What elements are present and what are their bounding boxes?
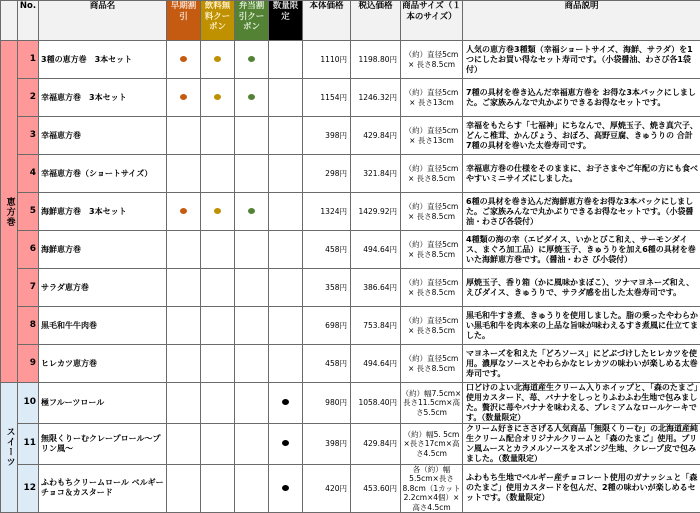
header-no: No. xyxy=(18,1,39,41)
product-description: 幸福をもたらす「七福神」にちなんで、厚焼玉子、焼き真穴子、どんこ椎茸、かんぴょう、おぼろ、高野豆腐、きゅうりの 合計7種の具材を巻いた太巻寿司です。 xyxy=(463,117,700,155)
table-row xyxy=(1,424,700,465)
limited-dot-icon xyxy=(282,485,289,491)
product-name: ヒレカツ恵方巻 xyxy=(39,345,167,383)
table-row xyxy=(1,231,700,269)
product-name: ふわもちクリームロール ベルギーチョコ＆カスタード xyxy=(39,465,167,513)
product-name: 幸福恵方巻（ショートサイズ） xyxy=(39,155,167,193)
drink-cell xyxy=(201,41,235,79)
product-size: （約）直径5cm × 長さ8.5cm xyxy=(401,269,463,307)
product-size: （約）幅5. 5cm ×長さ17cm×高さ4.5cm xyxy=(401,424,463,465)
product-size: （約）直径5cm × 長さ13cm xyxy=(401,117,463,155)
limited-cell xyxy=(269,117,303,155)
drink-coupon-dot-icon xyxy=(214,208,221,214)
bento-cell xyxy=(235,231,269,269)
tax-price: 1429.92円 xyxy=(351,193,401,231)
header-size: 商品サイズ（１本のサイズ） xyxy=(401,1,463,41)
limited-cell xyxy=(269,79,303,117)
early-discount-dot-icon xyxy=(180,94,187,100)
header-row xyxy=(1,1,700,41)
product-description: 人気の恵方巻3種類（幸福ショートサイズ、海鮮、サラダ）を1つにしたお買い得なセット寿司です。（小袋醤油、わさび各1袋付） xyxy=(463,41,700,79)
product-size: （約）直径5cm × 長さ8.5cm xyxy=(401,345,463,383)
table-row xyxy=(1,465,700,513)
table-row xyxy=(1,345,700,383)
product-description: 厚焼玉子、香り箱（かに風味かまぼこ）、ツナマヨネーズ和え、えびダイス、きゅうりで、サラダ感を出した太巻寿司です。 xyxy=(463,269,700,307)
drink-cell xyxy=(201,155,235,193)
early-cell xyxy=(167,117,201,155)
bento-cell xyxy=(235,79,269,117)
tax-price: 1198.80円 xyxy=(351,41,401,79)
tax-price: 1246.32円 xyxy=(351,79,401,117)
bento-cell xyxy=(235,465,269,513)
bento-cell xyxy=(235,193,269,231)
early-cell xyxy=(167,155,201,193)
base-price: 420円 xyxy=(303,465,351,513)
row-number: 2 xyxy=(18,79,39,117)
header-base-price: 本体価格 xyxy=(303,1,351,41)
drink-cell xyxy=(201,193,235,231)
limited-dot-icon xyxy=(282,440,289,446)
drink-coupon-dot-icon xyxy=(214,94,221,100)
bento-coupon-dot-icon xyxy=(248,94,255,100)
product-description: クリーム好きにささげる人気商品「無限くりーむ」の北海道産純生クリーム配合オリジナルクリームと「森のたまご」使用。プリン風ムースとカラメルソースをスポンジ生地、クレープ皮で包みました。（数量限定） xyxy=(463,424,700,465)
product-description: ふわもち生地でベルギー産チョコレート使用のガナッシュと「森のたまご」使用カスタードを包んだ、2種の味わいが楽しめるセットです。（数量限定） xyxy=(463,465,700,513)
base-price: 458円 xyxy=(303,345,351,383)
limited-cell xyxy=(269,269,303,307)
early-cell xyxy=(167,41,201,79)
header-limited: 数量限定 xyxy=(269,1,303,41)
header-name: 商品名 xyxy=(39,1,167,41)
drink-cell xyxy=(201,345,235,383)
product-name: 幸福恵方巻 xyxy=(39,117,167,155)
row-number: 9 xyxy=(18,345,39,383)
bento-cell xyxy=(235,41,269,79)
row-number: 4 xyxy=(18,155,39,193)
tax-price: 1058.40円 xyxy=(351,383,401,424)
product-size: 各（約）幅5.5cm×長さ8.8cm（1カット2.2cm×4個）×高さ4.5cm xyxy=(401,465,463,513)
base-price: 358円 xyxy=(303,269,351,307)
product-name: 海鮮恵方巻 3本セット xyxy=(39,193,167,231)
early-cell xyxy=(167,193,201,231)
bento-cell xyxy=(235,117,269,155)
table-row xyxy=(1,79,700,117)
limited-dot-icon xyxy=(282,399,289,405)
product-description: 幸福恵方巻の仕様をそのままに、お子さまやご年配の方にも食べやすいミニサイズにしました。 xyxy=(463,155,700,193)
product-name: 無限くりーむクレープロール〜プリン風〜 xyxy=(39,424,167,465)
drink-cell xyxy=(201,383,235,424)
header-bento-coupon: 弁当割引クーポン xyxy=(235,1,269,41)
product-description: 黒毛和牛すき煮、きゅうりを使用しました。脂の乗ったやわらかい黒毛和牛を肉本来の上品な旨味が味わえるすき煮風に仕立てました。 xyxy=(463,307,700,345)
row-number: 12 xyxy=(18,465,39,513)
table-row xyxy=(1,117,700,155)
row-number: 8 xyxy=(18,307,39,345)
limited-cell xyxy=(269,383,303,424)
drink-cell xyxy=(201,465,235,513)
bento-cell xyxy=(235,155,269,193)
tax-price: 753.84円 xyxy=(351,307,401,345)
limited-cell xyxy=(269,155,303,193)
row-number: 3 xyxy=(18,117,39,155)
table-row xyxy=(1,193,700,231)
product-description: 6種の具材を巻き込んだ海鮮恵方巻をお得な3本パックにしました。ご家族みんなで丸かぶりできるお得なセットです。（小袋醤油・わさび各袋付） xyxy=(463,193,700,231)
table-row xyxy=(1,383,700,424)
drink-cell xyxy=(201,424,235,465)
early-cell xyxy=(167,307,201,345)
table-row xyxy=(1,307,700,345)
bento-cell xyxy=(235,307,269,345)
header-early-discount: 早期割引 xyxy=(167,1,201,41)
early-discount-dot-icon xyxy=(180,208,187,214)
product-name: 3種の恵方巻 3本セット xyxy=(39,41,167,79)
tax-price: 453.60円 xyxy=(351,465,401,513)
product-name: 海鮮恵方巻 xyxy=(39,231,167,269)
product-description: 4種類の海の幸（エビダイス、いかとびこ和え、サーモンダイス、まぐろ加工品）に厚焼玉子、きゅうりを加え6種の具材を巻いた海鮮恵方巻です。（醤油・わさ び小袋付） xyxy=(463,231,700,269)
early-cell xyxy=(167,231,201,269)
limited-cell xyxy=(269,307,303,345)
bento-coupon-dot-icon xyxy=(248,56,255,62)
tax-price: 321.84円 xyxy=(351,155,401,193)
product-description: 口どけのよい北海道産生クリーム入りホイップと、「森のたまご」使用カスタード、苺、バナナをしっとりふわふわ生地で包みました。贅沢に苺やバナナを味わえる、プレミアムなロールケーキです。（数量限定） xyxy=(463,383,700,424)
product-description: マヨネーズを和えた「どろソース」にどぶづけしたヒレカツを使用。濃厚なソースとやわらかなヒレカツの味わいが楽しめる太巻寿司です。 xyxy=(463,345,700,383)
drink-coupon-dot-icon xyxy=(214,56,221,62)
tax-price: 494.64円 xyxy=(351,231,401,269)
bento-cell xyxy=(235,424,269,465)
early-cell xyxy=(167,345,201,383)
base-price: 1154円 xyxy=(303,79,351,117)
early-cell xyxy=(167,465,201,513)
limited-cell xyxy=(269,465,303,513)
product-name: 黒毛和牛牛肉巻 xyxy=(39,307,167,345)
tax-price: 494.64円 xyxy=(351,345,401,383)
row-number: 6 xyxy=(18,231,39,269)
header-tax-price: 税込価格 xyxy=(351,1,401,41)
category-label: スイーツ xyxy=(1,383,18,513)
product-name: サラダ恵方巻 xyxy=(39,269,167,307)
early-cell xyxy=(167,79,201,117)
drink-cell xyxy=(201,117,235,155)
early-cell xyxy=(167,424,201,465)
product-size: （約）直径5cm × 長さ8.5cm xyxy=(401,307,463,345)
bento-cell xyxy=(235,383,269,424)
row-number: 10 xyxy=(18,383,39,424)
header-drink-coupon: 飲料無料クーポン xyxy=(201,1,235,41)
early-cell xyxy=(167,269,201,307)
drink-cell xyxy=(201,307,235,345)
table-row xyxy=(1,269,700,307)
row-number: 5 xyxy=(18,193,39,231)
product-size: （約）幅7.5cm×長さ11.5cm×高さ5.5cm xyxy=(401,383,463,424)
product-description: 7種の具材を巻き込んだ幸福恵方巻を お得な3本パックにしました。ご家族みんなで丸かぶりできるお得なセットです。 xyxy=(463,79,700,117)
bento-cell xyxy=(235,269,269,307)
tax-price: 429.84円 xyxy=(351,424,401,465)
limited-cell xyxy=(269,424,303,465)
header-category xyxy=(1,1,18,41)
drink-cell xyxy=(201,269,235,307)
table-body xyxy=(1,41,700,513)
drink-cell xyxy=(201,231,235,269)
drink-cell xyxy=(201,79,235,117)
row-number: 11 xyxy=(18,424,39,465)
tax-price: 429.84円 xyxy=(351,117,401,155)
base-price: 1324円 xyxy=(303,193,351,231)
category-label: 恵方巻 xyxy=(1,41,18,383)
table-row xyxy=(1,41,700,79)
product-size: （約）直径5cm × 長さ8.5cm xyxy=(401,193,463,231)
base-price: 698円 xyxy=(303,307,351,345)
product-size: （約）直径5cm × 長さ8.5cm xyxy=(401,231,463,269)
product-size: （約）直径5cm × 長さ8.5cm xyxy=(401,155,463,193)
table-row xyxy=(1,155,700,193)
base-price: 298円 xyxy=(303,155,351,193)
limited-cell xyxy=(269,41,303,79)
product-size: （約）直径5cm × 長さ13cm xyxy=(401,79,463,117)
base-price: 398円 xyxy=(303,117,351,155)
early-discount-dot-icon xyxy=(180,56,187,62)
bento-coupon-dot-icon xyxy=(248,208,255,214)
product-name: 極フルーツロール xyxy=(39,383,167,424)
row-number: 1 xyxy=(18,41,39,79)
base-price: 398円 xyxy=(303,424,351,465)
limited-cell xyxy=(269,231,303,269)
header-description: 商品説明 xyxy=(463,1,700,41)
base-price: 1110円 xyxy=(303,41,351,79)
base-price: 458円 xyxy=(303,231,351,269)
bento-cell xyxy=(235,345,269,383)
row-number: 7 xyxy=(18,269,39,307)
base-price: 980円 xyxy=(303,383,351,424)
limited-cell xyxy=(269,345,303,383)
tax-price: 386.64円 xyxy=(351,269,401,307)
product-size: （約）直径5cm × 長さ8.5cm xyxy=(401,41,463,79)
product-name: 幸福恵方巻 3本セット xyxy=(39,79,167,117)
early-cell xyxy=(167,383,201,424)
limited-cell xyxy=(269,193,303,231)
